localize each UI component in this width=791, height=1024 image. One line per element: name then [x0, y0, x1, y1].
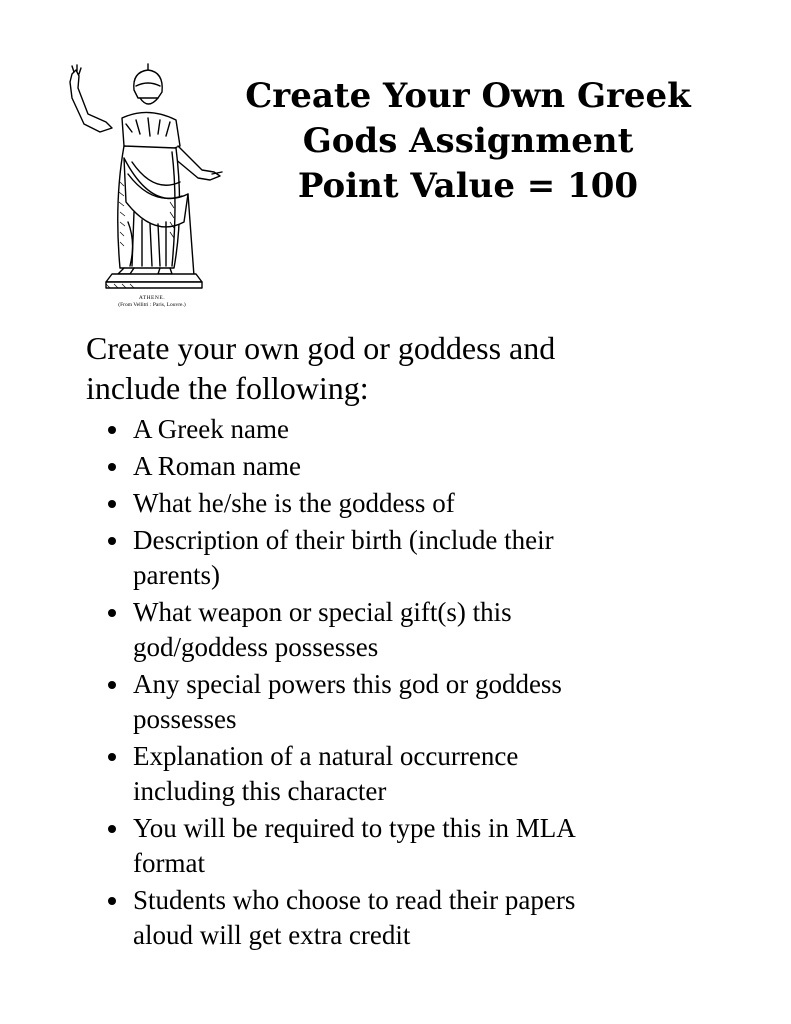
intro-line-2: include the following:	[86, 370, 369, 406]
page-title	[218, 74, 718, 209]
bullet-icon	[108, 897, 116, 905]
title-line-2: Gods Assignment	[302, 121, 634, 161]
list-item-text: What he/she is the goddess of	[133, 488, 455, 518]
instructions-intro	[86, 328, 726, 408]
bullet-icon	[108, 609, 116, 617]
bullet-icon	[108, 463, 116, 471]
requirements-list	[106, 412, 746, 955]
list-item	[106, 486, 746, 521]
list-item-text-continued: parents)	[133, 560, 220, 590]
intro-line-1: Create your own god or goddess and	[86, 330, 556, 366]
list-item-text-continued: including this character	[133, 776, 387, 806]
title-line-3: Point Value = 100	[297, 166, 639, 206]
athena-statue-icon	[62, 62, 242, 302]
list-item-text-continued: format	[133, 848, 205, 878]
list-item-text-continued: possesses	[133, 704, 237, 734]
list-item-text: Explanation of a natural occurrence	[133, 741, 519, 771]
list-item-text: Any special powers this god or goddess	[133, 669, 562, 699]
athena-statue-figure	[62, 62, 242, 322]
list-item	[106, 667, 746, 737]
list-item-text: A Roman name	[133, 451, 301, 481]
bullet-icon	[108, 681, 116, 689]
bullet-icon	[108, 537, 116, 545]
figure-caption-title: ATHENE.	[138, 295, 166, 301]
list-item	[106, 595, 746, 665]
title-line-1: Create Your Own Greek	[245, 76, 691, 116]
list-item	[106, 523, 746, 593]
list-item-text: Students who choose to read their papers	[133, 885, 576, 915]
list-item-text-continued: aloud will get extra credit	[133, 920, 411, 950]
bullet-icon	[108, 753, 116, 761]
figure-caption-source: (From Vellitri : Paris, Louvre.)	[118, 302, 186, 308]
list-item	[106, 811, 746, 881]
list-item-text: A Greek name	[133, 414, 289, 444]
bullet-icon	[108, 426, 116, 434]
list-item	[106, 449, 746, 484]
list-item-text: What weapon or special gift(s) this	[133, 597, 512, 627]
list-item-text-continued: god/goddess possesses	[133, 632, 379, 662]
list-item	[106, 739, 746, 809]
bullet-icon	[108, 825, 116, 833]
list-item-text: You will be required to type this in MLA	[133, 813, 576, 843]
bullet-icon	[108, 500, 116, 508]
list-item-text: Description of their birth (include their	[133, 525, 554, 555]
list-item	[106, 883, 746, 953]
list-item	[106, 412, 746, 447]
